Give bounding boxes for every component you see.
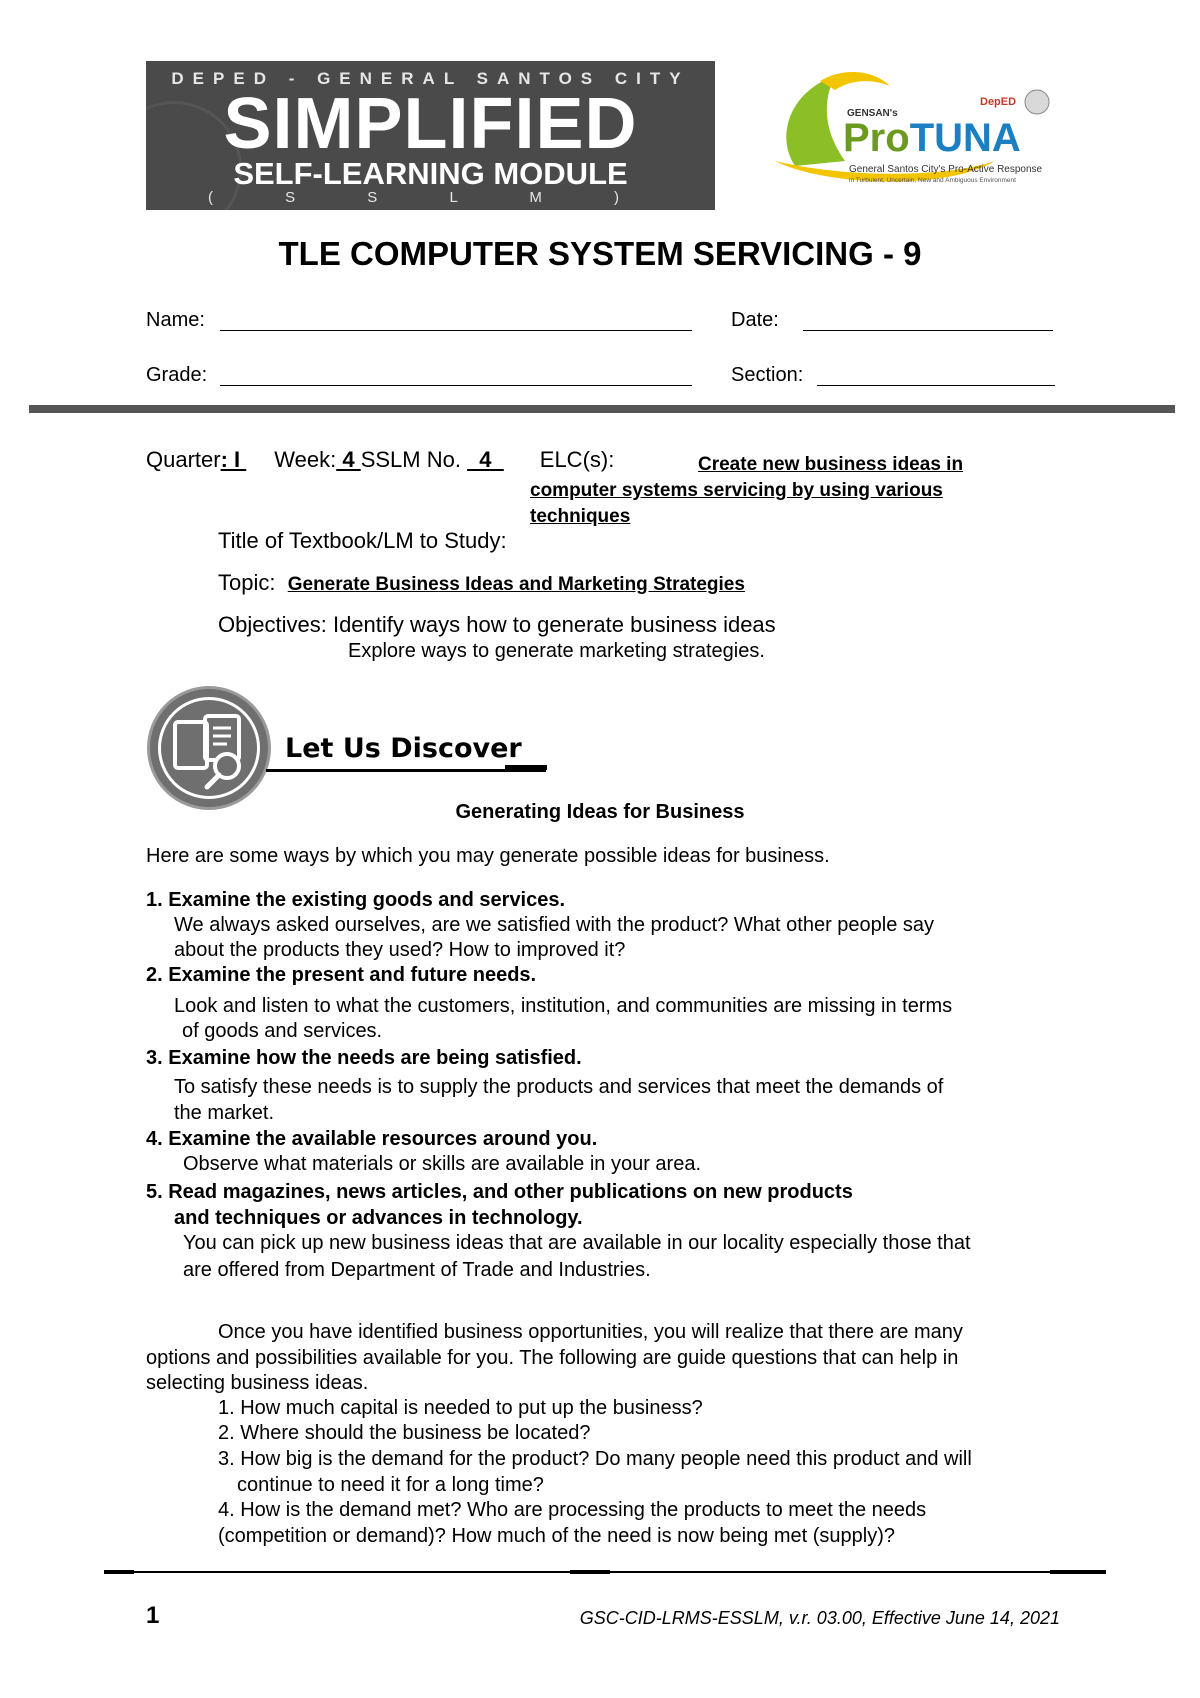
week-label: Week: [274,447,337,472]
topic-label: Topic: [218,570,276,595]
question-3: 3. How big is the demand for the product? Do many people need this product and will [218,1448,972,1470]
discover-intro: Here are some ways by which you may generate possible ideas for business. [146,845,830,867]
topic-value: Generate Business Ideas and Marketing Strategies [287,574,745,595]
textbook-label: Title of Textbook/LM to Study: [218,528,507,553]
divider [29,405,1175,413]
item-1-line-2: about the products they used? How to improved it? [174,939,626,961]
sslm-value: 4 [467,447,504,472]
item-1-line-1: We always asked ourselves, are we satisfied with the product? What other people say [174,914,935,936]
banner-line2: SIMPLIFIED [223,84,638,164]
logo-gensan: GENSAN's [847,108,898,119]
sslm-banner [146,61,715,210]
grade-label: Grade: [146,364,208,386]
para-line-1: Once you have identified business opportunities, you will realize that there are many [218,1321,963,1343]
logo-tagline2: in Turbulent, Uncertain, New and Ambiguous Environment [849,177,1016,184]
section-field[interactable] [817,385,1055,386]
item-5-head: 5. Read magazines, news articles, and other publications on new products [146,1181,853,1203]
item-5-line-1: You can pick up new business ideas that are available in our locality especially those that [183,1232,971,1254]
item-5-head-2: and techniques or advances in technology. [174,1207,583,1229]
question-4-cont: (competition or demand)? How much of the need is now being met (supply)? [218,1525,896,1547]
discover-underline [266,769,546,772]
item-3-line-2: the market. [174,1102,275,1124]
document-code: GSC-CID-LRMS-ESSLM, v.r. 03.00, Effective June 14, 2021 [579,1608,1060,1628]
banner-line4: ( S S L M ) [207,189,654,206]
para-line-2: options and possibilities available for you. The following are guide questions that can help in [146,1347,959,1369]
section-label: Section: [731,364,804,386]
item-3-head: 3. Examine how the needs are being satisfied. [146,1047,582,1069]
discover-badge [147,686,271,810]
item-2-line-1: Look and listen to what the customers, institution, and communities are missing in terms [174,995,953,1017]
page-title: TLE COMPUTER SYSTEM SERVICING - 9 [278,235,922,272]
name-label: Name: [146,309,205,331]
page-number: 1 [146,1602,160,1629]
item-4-line-1: Observe what materials or skills are available in your area. [183,1153,701,1175]
objectives-label: Objectives: [218,612,327,637]
date-field[interactable] [803,330,1053,331]
item-4-head: 4. Examine the available resources around you. [146,1128,598,1150]
question-1: 1. How much capital is needed to put up the business? [218,1397,703,1419]
objective-1: Identify ways how to generate business ideas [332,612,776,637]
para-line-3: selecting business ideas. [146,1372,369,1394]
elc-value: Create new business ideas in computer systems servicing by using various techniques [530,454,964,527]
item-2-head: 2. Examine the present and future needs. [146,964,537,986]
objectives-row [218,612,776,638]
name-field[interactable] [220,330,692,331]
objective-2: Explore ways to generate marketing strategies. [348,640,765,662]
elc-label: ELC(s): [539,447,615,472]
item-2-line-2: of goods and services. [182,1020,383,1042]
protuna-logo [765,66,1065,191]
item-3-line-1: To satisfy these needs is to supply the products and services that meet the demands of [174,1076,944,1098]
banner-line1: DEPED - GENERAL SANTOS CITY [171,69,690,88]
logo-deped: DepED [980,96,1017,108]
grade-field[interactable] [220,385,692,386]
book-search-icon [147,686,271,810]
item-5-line-2: are offered from Department of Trade and Industries. [183,1259,651,1281]
sslm-label: SSLM No. [360,447,461,472]
topic-row [218,570,745,596]
item-1-head: 1. Examine the existing goods and services. [146,889,566,911]
quarter-value: : I [220,447,247,472]
banner-line3: SELF-LEARNING MODULE [233,156,628,191]
discover-subheading: Generating Ideas for Business [455,801,745,823]
discover-title: Let Us Discover [285,733,522,764]
week-value: 4 [336,447,361,472]
quarter-label: Quarter [146,447,221,472]
question-3-cont: continue to need it for a long time? [237,1474,544,1496]
question-4: 4. How is the demand met? Who are processing the products to meet the needs [218,1499,927,1521]
logo-protuna: ProTUNA [843,116,1021,160]
logo-tagline: General Santos City's Pro-Active Response [849,164,1043,175]
question-2: 2. Where should the business be located? [218,1422,591,1444]
date-label: Date: [731,309,779,331]
